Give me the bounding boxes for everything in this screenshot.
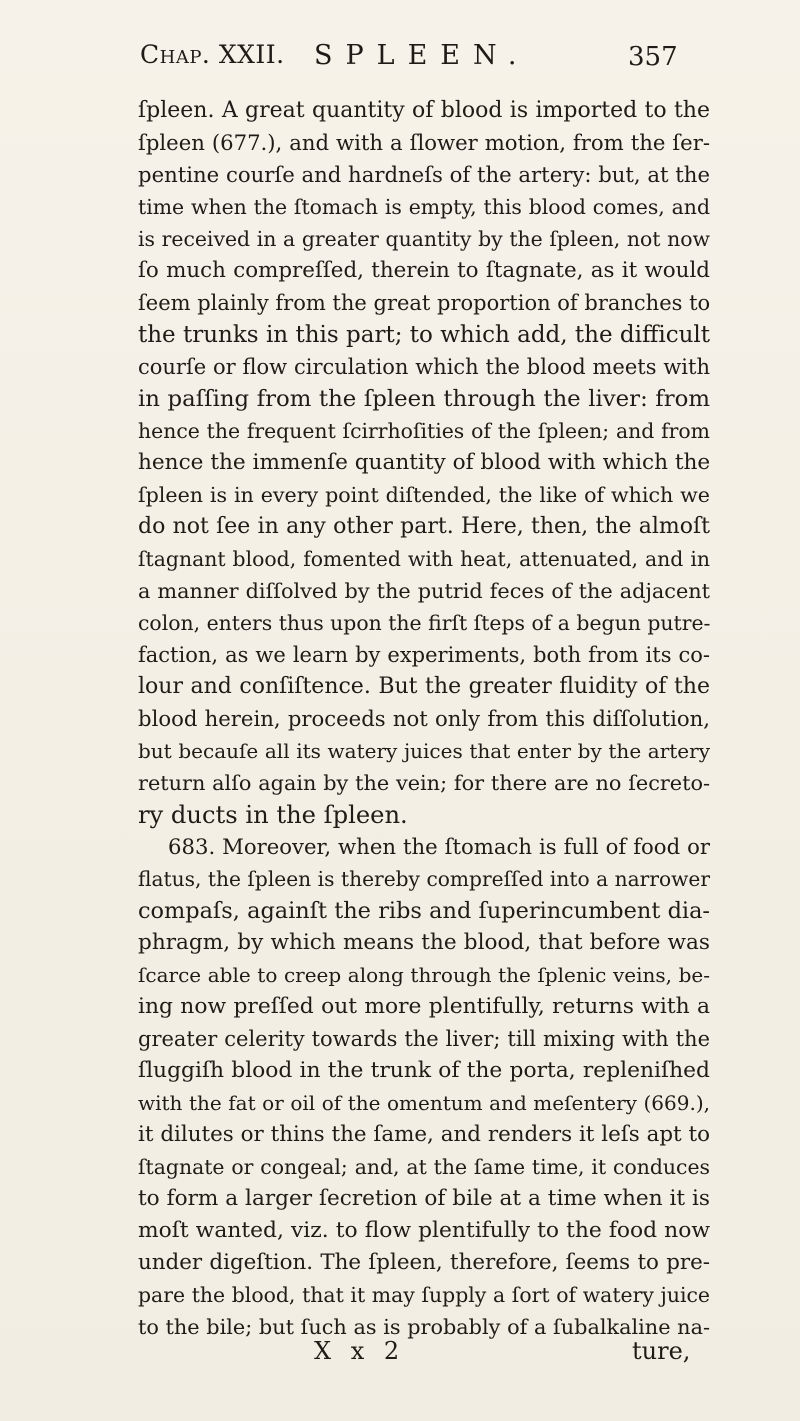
text-line: in paſſing from the ſpleen through the liver: from bbox=[138, 386, 710, 412]
text-line: ſluggiſh blood in the trunk of the porta, repleniſhed bbox=[138, 1058, 710, 1083]
text-line: flatus, the ſpleen is thereby compreſſed into a narrower bbox=[138, 867, 710, 891]
text-line: moſt wanted, viz. to flow plentifully to the food now bbox=[138, 1218, 710, 1243]
text-line: with the fat or oil of the omentum and meſentery (669.), bbox=[138, 1091, 710, 1115]
catchword: ture, bbox=[632, 1337, 691, 1365]
text-line: blood herein, proceeds not only from this diſſolution, bbox=[138, 706, 710, 731]
text-line: lour and conſiſtence. But the greater fluidity of the bbox=[138, 674, 710, 699]
text-line: ſpleen is in every point diſtended, the like of which we bbox=[138, 483, 710, 507]
running-header bbox=[0, 40, 800, 84]
text-line: time when the ſtomach is empty, this blood comes, and bbox=[138, 195, 710, 219]
text-line: ſtagnate or congeal; and, at the ſame time, it conduces bbox=[138, 1155, 710, 1179]
text-line: to the bile; but ſuch as is probably of a ſubalkaline na- bbox=[138, 1315, 710, 1339]
text-line: the trunks in this part; to which add, the difficult bbox=[138, 322, 710, 348]
text-line: ſpleen. A great quantity of blood is imported to the bbox=[138, 98, 710, 123]
body-text bbox=[138, 95, 710, 1343]
text-line: courſe or flow circulation which the blood meets with bbox=[138, 355, 710, 379]
text-line: greater celerity towards the liver; till mixing with the bbox=[138, 1027, 710, 1051]
text-line: is received in a greater quantity by the ſpleen, not now bbox=[138, 227, 710, 251]
text-line: ſeem plainly from the great proportion of branches to bbox=[138, 291, 711, 315]
page-footer bbox=[0, 1337, 800, 1371]
text-line: ſcarce able to creep along through the ſplenic veins, be- bbox=[138, 963, 710, 987]
page-number: 357 bbox=[628, 42, 678, 72]
text-line: ſtagnant blood, fomented with heat, attenuated, and in bbox=[138, 547, 710, 571]
text-line: pare the blood, that it may ſupply a ſort of watery juice bbox=[138, 1283, 710, 1307]
text-line: ing now preſſed out more plentifully, returns with a bbox=[138, 994, 710, 1019]
text-line: pentine courſe and hardneſs of the artery: but, at the bbox=[138, 162, 710, 187]
text-line: phragm, by which means the blood, that before was bbox=[138, 930, 710, 955]
text-line: faction, as we learn by experiments, both from its co- bbox=[138, 643, 710, 667]
paragraph-start-line: 683. Moreover, when the ſtomach is full of food or bbox=[168, 834, 710, 859]
text-line: ry ducts in the ſpleen. bbox=[138, 801, 408, 829]
text-line: colon, enters thus upon the firſt ſteps of a begun putre- bbox=[138, 611, 711, 635]
text-line: a manner diſſolved by the putrid feces of the adjacent bbox=[138, 579, 710, 603]
text-line: to form a larger ſecretion of bile at a time when it is bbox=[138, 1186, 710, 1211]
text-line: under digeſtion. The ſpleen, therefore, ſeems to pre- bbox=[138, 1250, 710, 1275]
chapter-label: Chap. XXII. bbox=[140, 40, 285, 69]
text-line: compaſs, againſt the ribs and ſuperincumbent dia- bbox=[138, 898, 710, 924]
text-line: return alſo again by the vein; for there are no ſecreto- bbox=[138, 771, 710, 795]
text-line: ſpleen (677.), and with a ſlower motion, from the ſer- bbox=[138, 130, 710, 155]
text-line: hence the immenſe quantity of blood with which the bbox=[138, 450, 711, 475]
running-title: SPLEEN. bbox=[314, 40, 530, 71]
text-line: do not ſee in any other part. Here, then, the almoſt bbox=[138, 514, 710, 539]
text-line: it dilutes or thins the ſame, and renders it leſs apt to bbox=[138, 1122, 710, 1147]
text-line: but becauſe all its watery juices that enter by the artery bbox=[138, 739, 710, 763]
signature-mark: X x 2 bbox=[314, 1337, 406, 1365]
text-line: hence the frequent ſcirrhoſities of the ſpleen; and from bbox=[138, 419, 710, 443]
text-line: ſo much compreſſed, therein to ſtagnate, as it would bbox=[138, 258, 710, 283]
